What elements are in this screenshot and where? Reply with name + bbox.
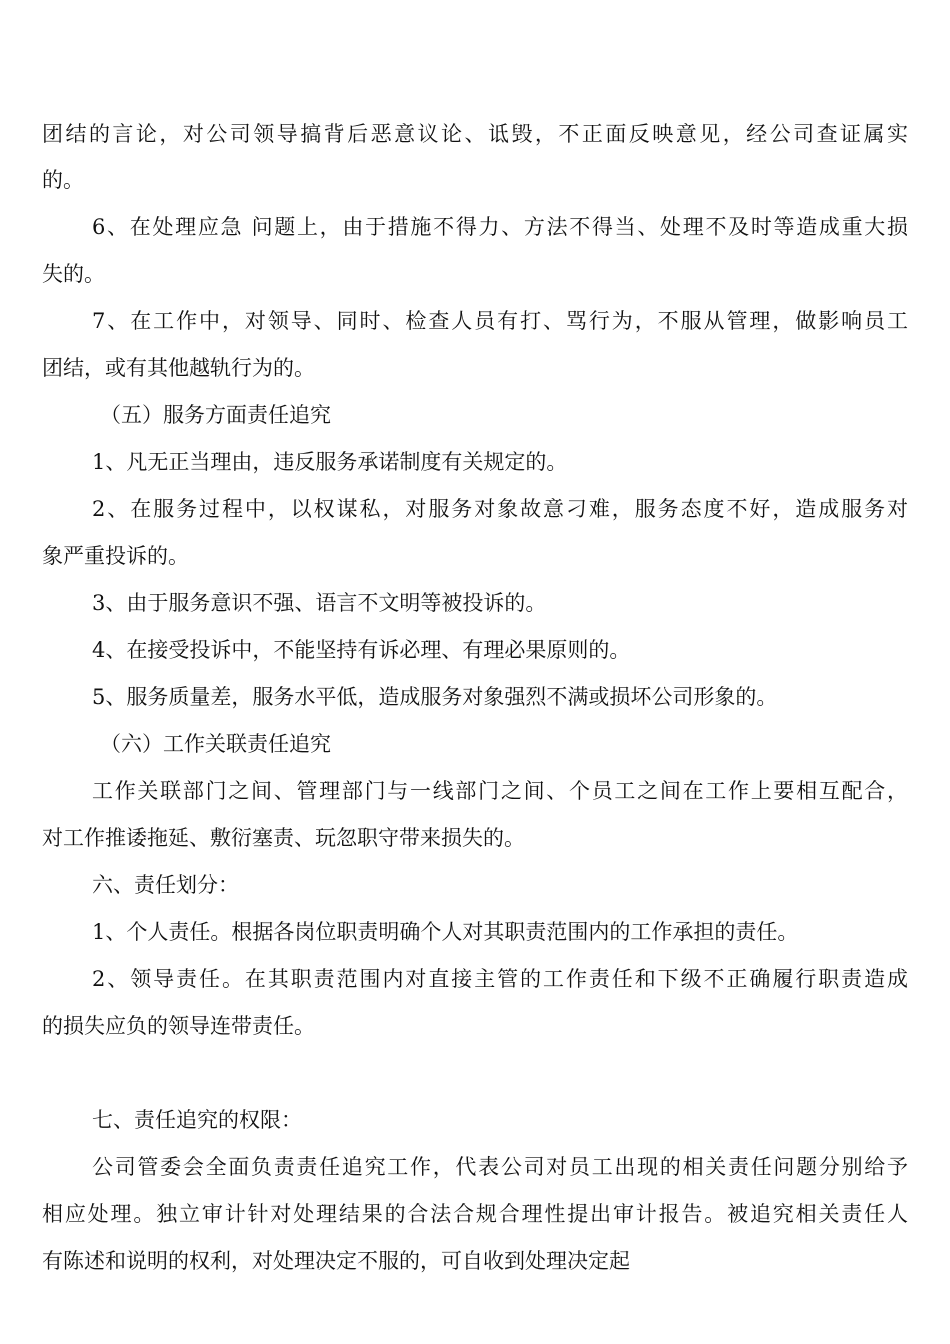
list-item-leadership-responsibility-line-2: 的损失应负的领导连带责任。 [42,1014,315,1038]
list-item-6-line-1: 6、在处理应急 问题上，由于措施不得力、方法不得当、处理不及时等造成重大损 [92,215,908,239]
section-heading-responsibility-division: 六、责任划分： [92,873,239,897]
section-heading-work-relation: （六）工作关联责任追究 [100,732,331,756]
paragraph-line: 团结的言论，对公司领导搞背后恶意议论、诋毁，不正面反映意见，经公司查证属实 [42,122,908,146]
list-item-2-line-1: 2、在服务过程中，以权谋私，对服务对象故意刁难，服务态度不好，造成服务对 [92,497,908,521]
list-item-7-line-1: 7、在工作中，对领导、同时、检查人员有打、骂行为，不服从管理，做影响员工 [92,309,908,333]
paragraph-line: 工作关联部门之间、管理部门与一线部门之间、个员工之间在工作上要相互配合， [92,779,908,803]
section-heading-service: （五）服务方面责任追究 [100,403,331,427]
list-item-3: 3、由于服务意识不强、语言不文明等被投诉的。 [92,591,547,615]
paragraph-line: 公司管委会全面负责责任追究工作，代表公司对员工出现的相关责任问题分别给予 [92,1155,908,1179]
list-item-7-line-2: 团结，或有其他越轨行为的。 [42,356,315,380]
list-item-6-line-2: 失的。 [42,262,105,286]
paragraph-line: 的。 [42,168,84,192]
paragraph-line: 对工作推诿拖延、敷衍塞责、玩忽职守带来损失的。 [42,826,525,850]
list-item-leadership-responsibility-line-1: 2、领导责任。在其职责范围内对直接主管的工作责任和下级不正确履行职责造成 [92,967,908,991]
paragraph-line: 有陈述和说明的权利，对处理决定不服的，可自收到处理决定起 [42,1249,630,1273]
list-item-4: 4、在接受投诉中，不能坚持有诉必理、有理必果原则的。 [92,638,631,662]
list-item-5: 5、服务质量差，服务水平低，造成服务对象强烈不满或损坏公司形象的。 [92,685,778,709]
list-item-1: 1、凡无正当理由，违反服务承诺制度有关规定的。 [92,450,568,474]
paragraph-line: 相应处理。独立审计针对处理结果的合法合规合理性提出审计报告。被追究相关责任人 [42,1202,908,1226]
list-item-2-line-2: 象严重投诉的。 [42,544,189,568]
list-item-personal-responsibility: 1、个人责任。根据各岗位职责明确个人对其职责范围内的工作承担的责任。 [92,920,799,944]
section-heading-authority: 七、责任追究的权限： [92,1108,302,1132]
